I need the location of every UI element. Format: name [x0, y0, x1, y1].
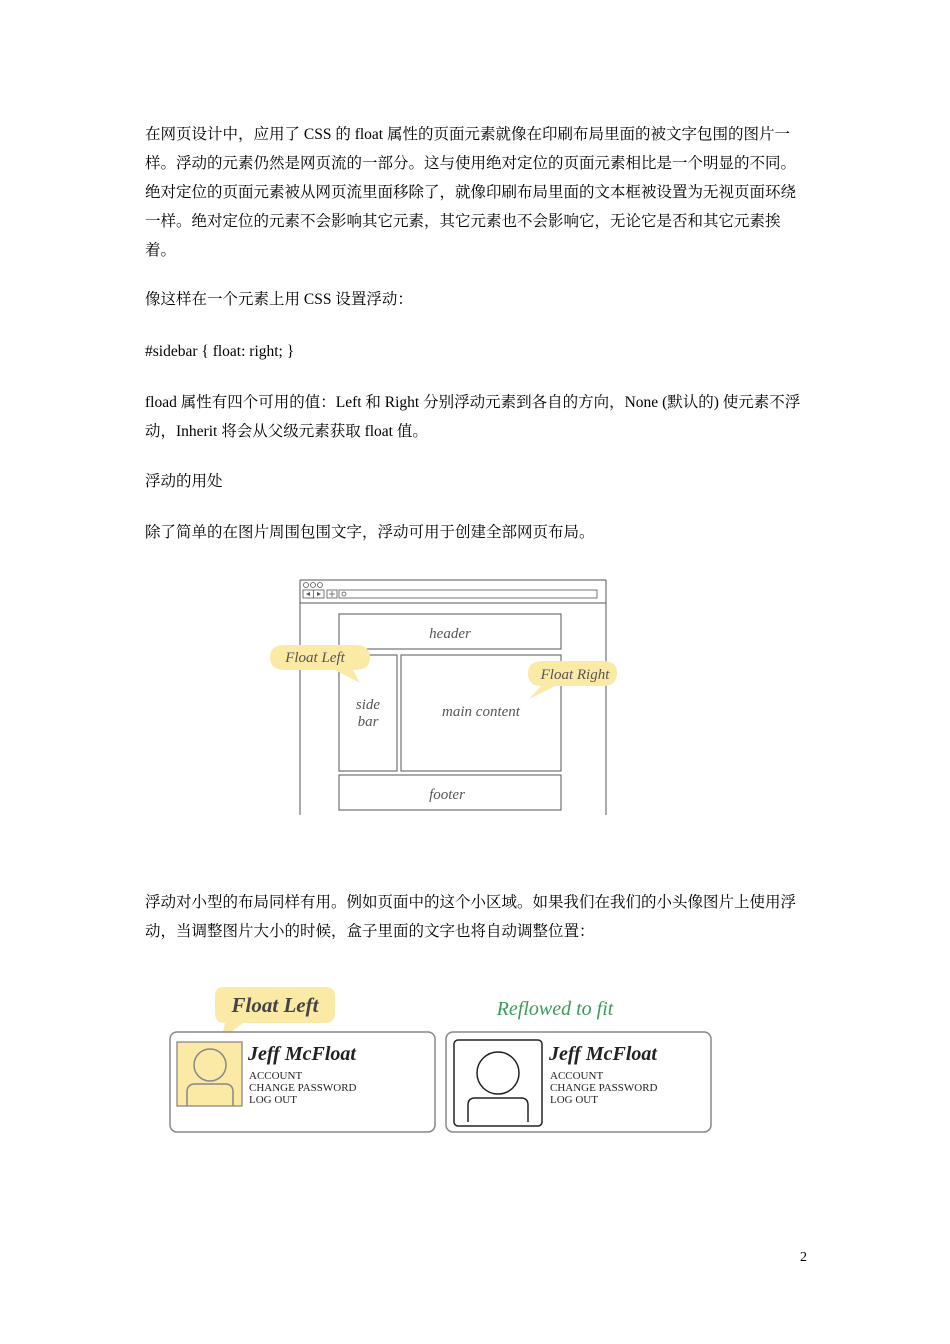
window-controls-icon: [303, 583, 597, 599]
profile-figure: [165, 980, 715, 1140]
section-heading: 浮动的用处: [145, 473, 223, 490]
avatar-icon: [177, 1042, 242, 1106]
account-link-left[interactable]: ACCOUNT: [249, 1070, 303, 1082]
account-link-right[interactable]: ACCOUNT: [550, 1070, 604, 1082]
page-number: 2: [800, 1250, 807, 1265]
change-password-link-right[interactable]: CHANGE PASSWORD: [550, 1082, 658, 1094]
profile-name-left: Jeff McFloat: [248, 1043, 356, 1065]
sidebar-label-line2: bar: [357, 714, 379, 730]
nav-arrows-icon: [306, 591, 335, 597]
instruction-paragraph: 像这样在一个元素上用 CSS 设置浮动：: [145, 291, 413, 308]
footer-label: footer: [429, 787, 465, 803]
reflowed-label: Reflowed to fit: [496, 998, 614, 1020]
logout-link-left[interactable]: LOG OUT: [249, 1094, 297, 1106]
sidebar-label-line1: side: [355, 697, 381, 713]
small-layout-paragraph: 浮动对小型的布局同样有用。例如页面中的这个小区域。如果我们在我们的小头像图片上使用浮动，当调整图片大小的时候，盒子里面的文字也将自动调整位置：: [145, 894, 797, 940]
layout-figure: [265, 575, 625, 820]
intro-paragraph: 在网页设计中，应用了 CSS 的 float 属性的页面元素就像在印刷布局里面的被文字包围的图片一样。浮动的元素仍然是网页流的一部分。这与使用绝对定位的页面元素相比是一个明显的不同。绝对定位的页面元素被从网页流里面移除了，就像印刷布局里面的文本框被设置为无视页面环绕一样。绝对定位的元素不会影响其它元素，其它元素也不会影响它，无论它是否和其它元素挨着。: [145, 126, 797, 259]
logout-link-right[interactable]: LOG OUT: [550, 1094, 598, 1106]
header-label: header: [429, 626, 471, 642]
browser-window: [300, 580, 606, 815]
float-left-label: Float Left: [285, 650, 345, 666]
float-values-paragraph: fload 属性有四个可用的值：Left 和 Right 分别浮动元素到各自的方向，None (默认的) 使元素不浮动，Inherit 将会从父级元素获取 float 值。: [145, 394, 801, 440]
float-left-callout-label: Float Left: [231, 993, 319, 1017]
main-content-label: main content: [442, 704, 520, 720]
change-password-link-left[interactable]: CHANGE PASSWORD: [249, 1082, 357, 1094]
float-right-label: Float Right: [540, 667, 610, 683]
profile-name-right: Jeff McFloat: [549, 1043, 657, 1065]
code-line: #sidebar { float: right; }: [145, 343, 295, 360]
usage-paragraph: 除了简单的在图片周围包围文字，浮动可用于创建全部网页布局。: [145, 524, 595, 541]
